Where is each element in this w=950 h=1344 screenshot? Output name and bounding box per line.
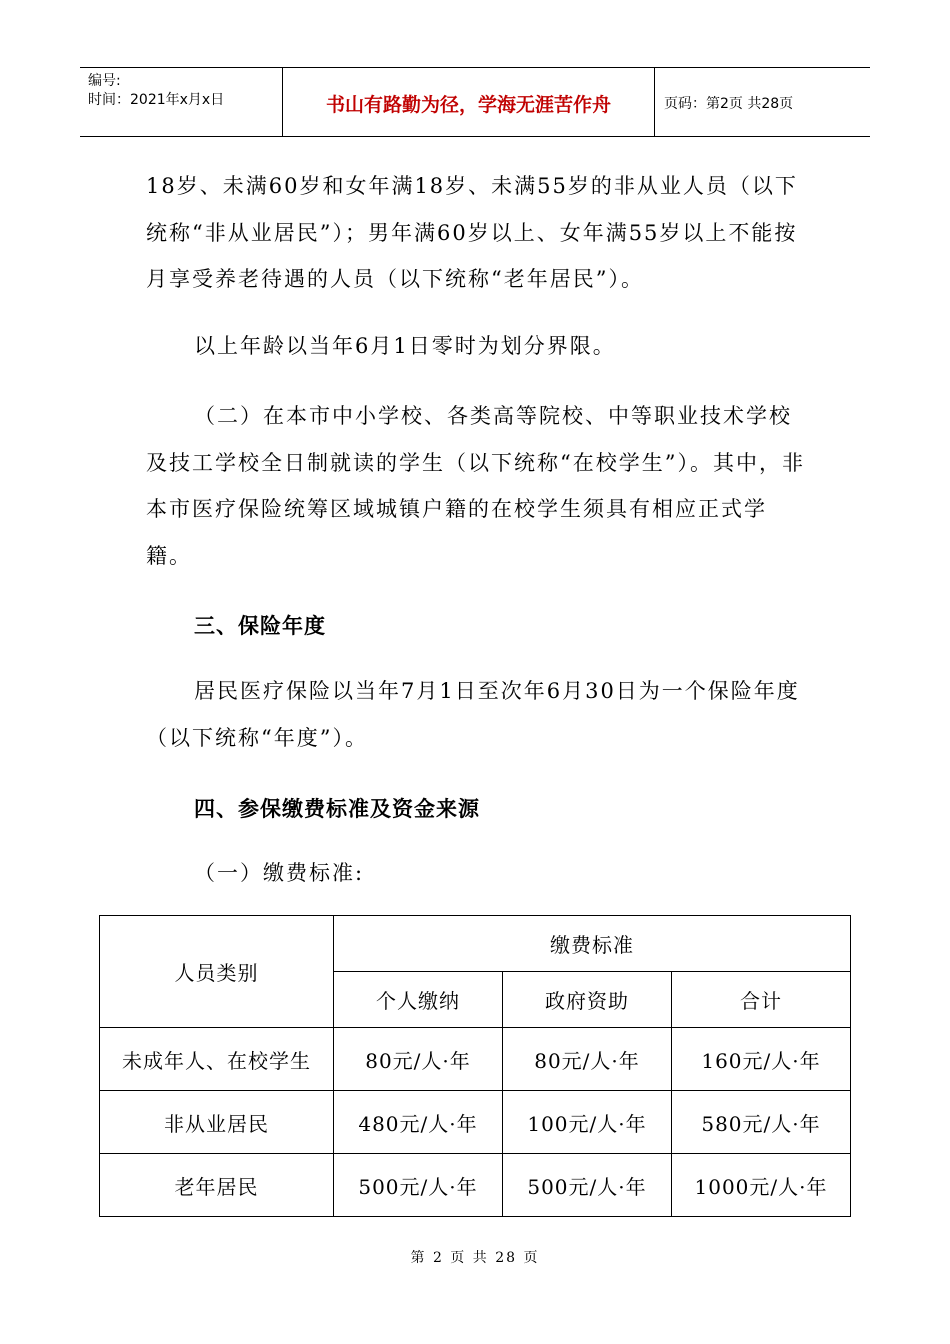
table-row	[100, 1091, 851, 1154]
header-divider	[654, 68, 655, 136]
table-cell-category: 非从业居民	[100, 1091, 334, 1154]
table-cell-total: 160元/人·年	[672, 1028, 851, 1091]
paragraph-students-text: （二）在本市中小学校、各类高等院校、中等职业技术学校及技工学校全日制就读的学生（以下统称“在校学生”）。其中，非本市医疗保险统筹区域城镇户籍的在校学生须具有相应正式学籍。	[146, 404, 805, 568]
table-row	[100, 1154, 851, 1217]
header-number: 编号:	[88, 73, 121, 89]
header-meta	[88, 72, 224, 110]
paragraph-age-groups: 18岁、未满60岁和女年满18岁、未满55岁的非从业人员（以下统称“非从业居民”）；男年满60岁以上、女年满55岁以上不能按月享受养老待遇的人员（以下统称“老年居民”）。	[146, 174, 798, 291]
table-header-standard: 缴费标准	[334, 916, 851, 972]
page-header	[80, 67, 870, 137]
table-subheader-personal: 个人缴纳	[334, 972, 503, 1028]
table-cell-government: 500元/人·年	[503, 1154, 672, 1217]
table-row	[100, 1028, 851, 1091]
table-cell-personal: 80元/人·年	[334, 1028, 503, 1091]
table-header-row	[100, 916, 851, 972]
section-heading-contribution: 四、参保缴费标准及资金来源	[194, 797, 480, 821]
fee-standard-table	[99, 915, 851, 1217]
table-subheader-total: 合计	[672, 972, 851, 1028]
table-cell-category: 未成年人、在校学生	[100, 1028, 334, 1091]
table-cell-government: 80元/人·年	[503, 1028, 672, 1091]
header-time: 时间：2021年x月x日	[88, 92, 225, 108]
table-cell-category: 老年居民	[100, 1154, 334, 1217]
table-cell-total: 1000元/人·年	[672, 1154, 851, 1217]
paragraph-insurance-year-text: 居民医疗保险以当年7月1日至次年6月30日为一个保险年度（以下统称“年度”）。	[146, 679, 800, 750]
paragraph-students	[146, 393, 806, 579]
table-cell-personal: 480元/人·年	[334, 1091, 503, 1154]
table-cell-personal: 500元/人·年	[334, 1154, 503, 1217]
paragraph-age-cutoff-text: 以上年龄以当年6月1日零时为划分界限。	[194, 334, 616, 358]
header-page-number: 页码：第2页 共28页	[664, 96, 794, 112]
table-subheader-government: 政府资助	[503, 972, 672, 1028]
paragraph-age-cutoff	[146, 323, 806, 370]
section-heading-insurance-year: 三、保险年度	[194, 614, 326, 638]
page-footer: 第 2 页 共 28 页	[410, 1250, 540, 1266]
table-header-category: 人员类别	[100, 916, 334, 1028]
table-cell-total: 580元/人·年	[672, 1091, 851, 1154]
paragraph-fee-standard-text: （一）缴费标准:	[194, 861, 365, 885]
paragraph-fee-standard	[146, 850, 806, 897]
table-cell-government: 100元/人·年	[503, 1091, 672, 1154]
paragraph-insurance-year	[146, 668, 806, 761]
header-motto: 书山有路勤为径，学海无涯苦作舟	[325, 94, 611, 116]
